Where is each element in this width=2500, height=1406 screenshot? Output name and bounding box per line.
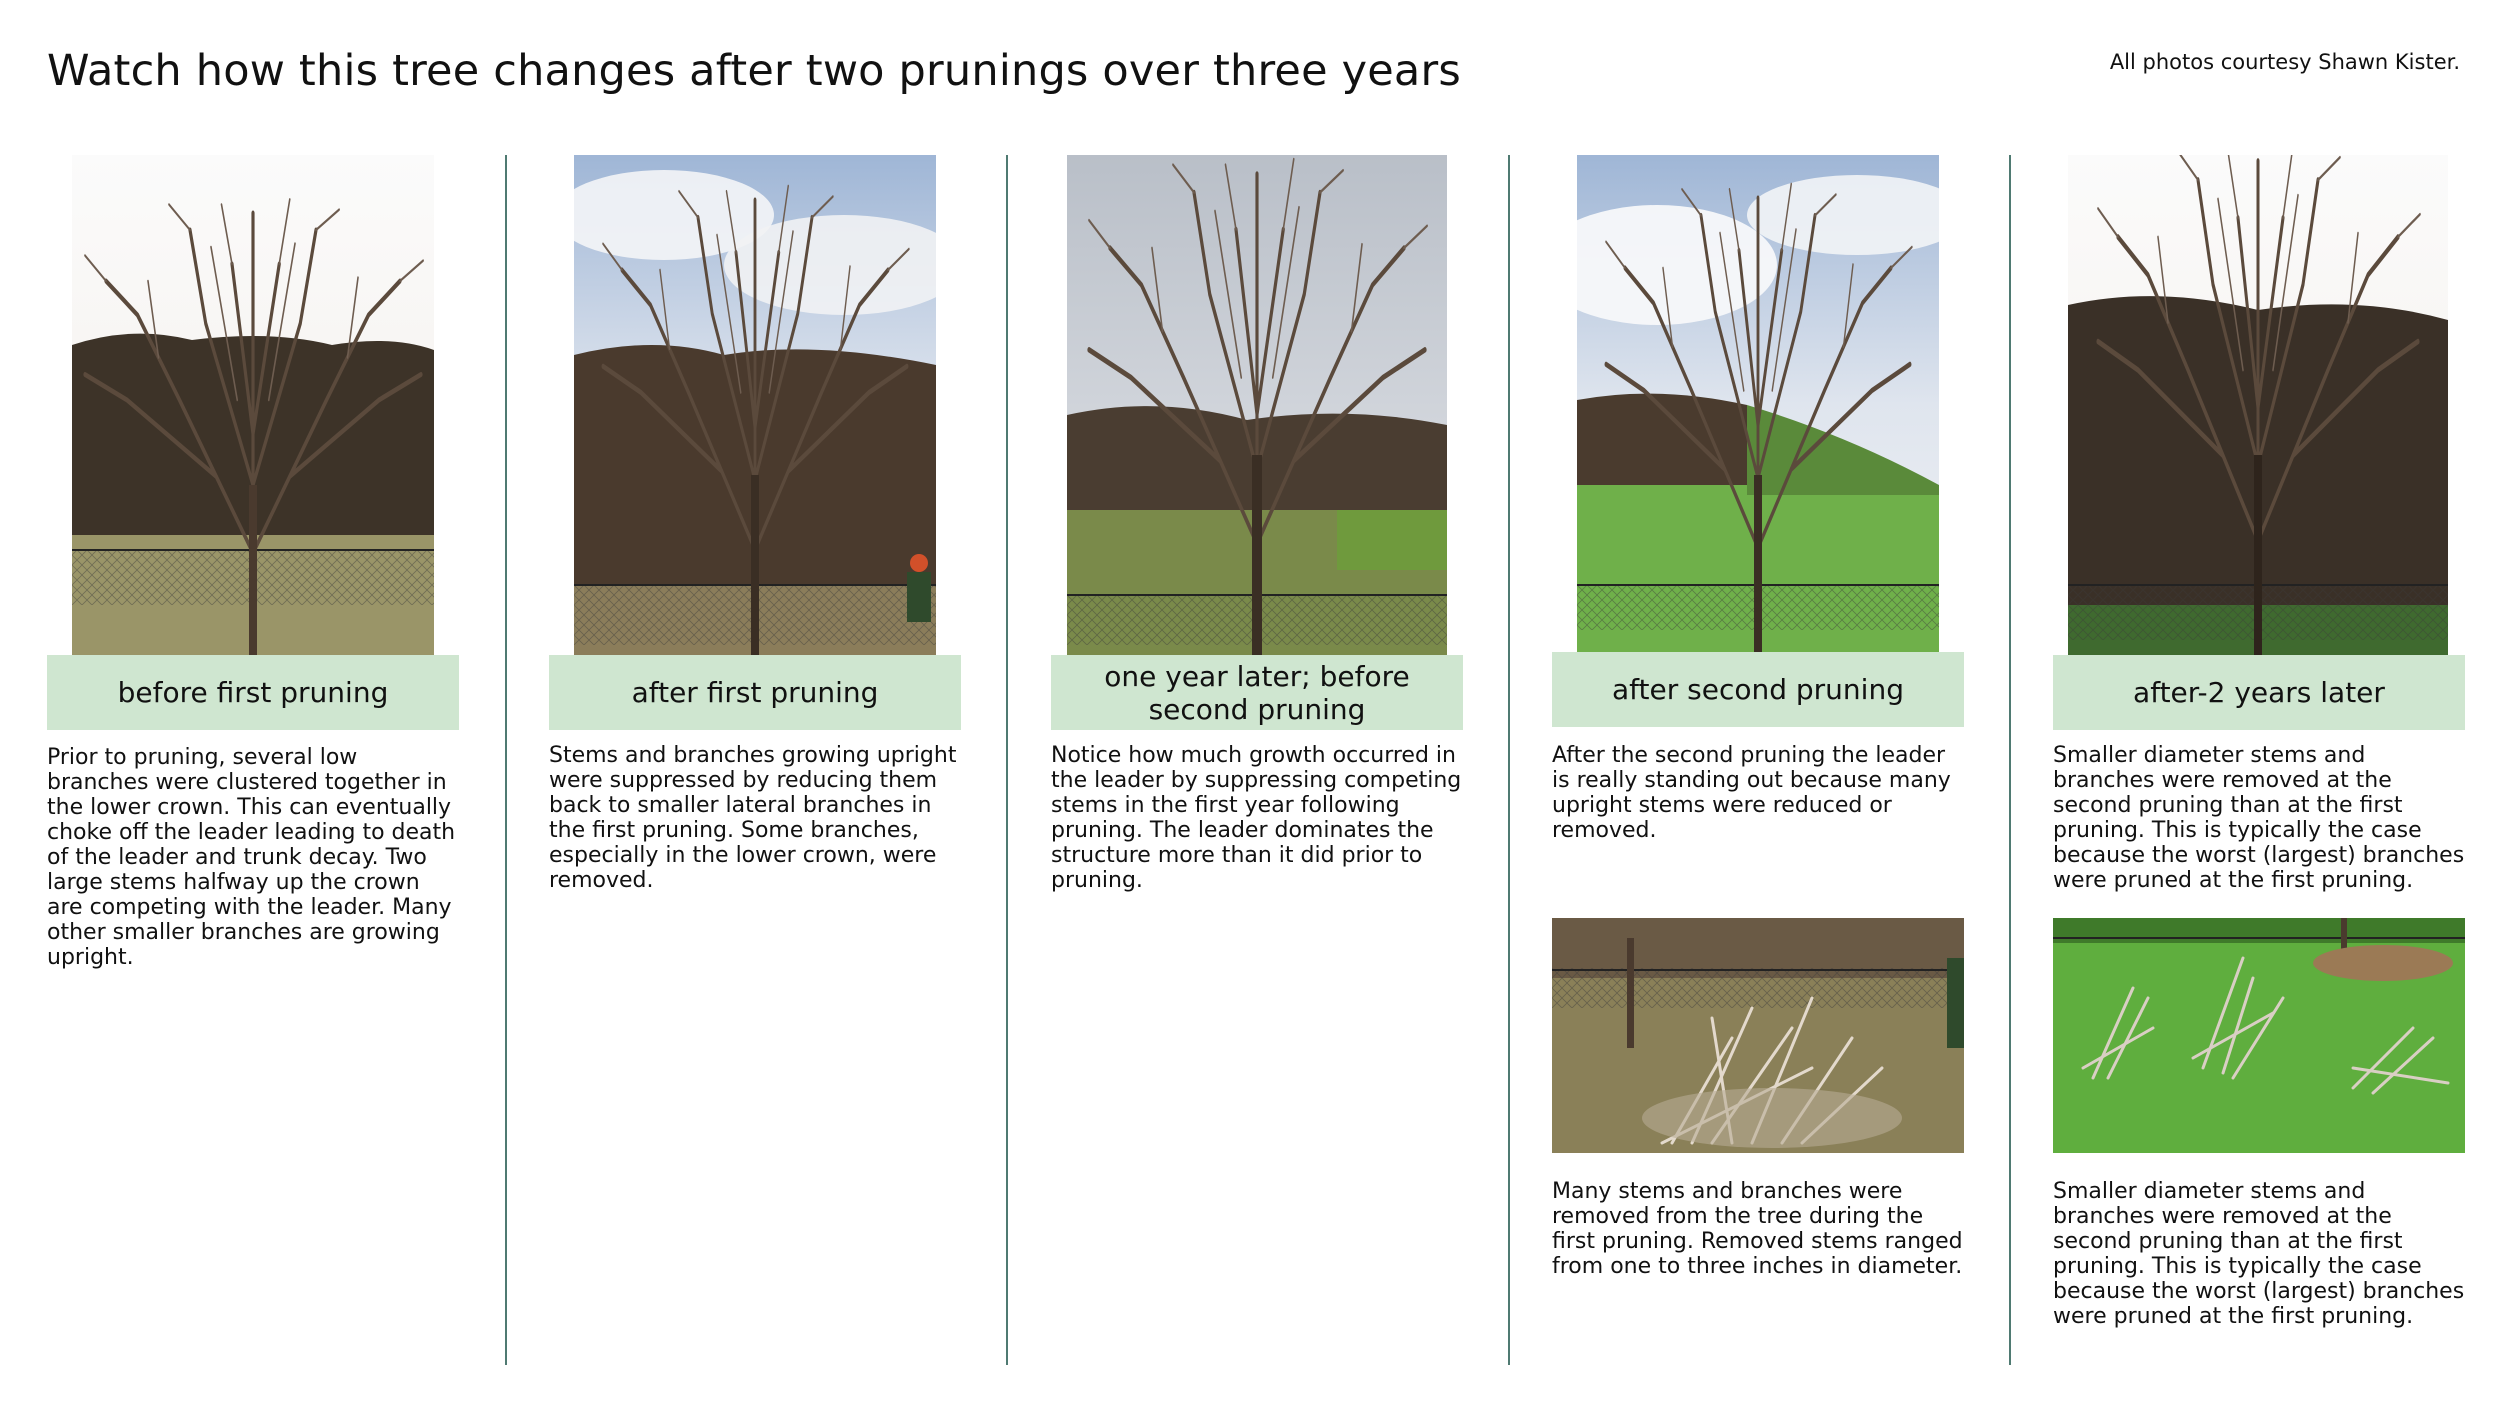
tree-photo-one-year-later [1067, 155, 1447, 655]
photo-credit: All photos courtesy Shawn Kister. [2109, 50, 2460, 74]
panel-label: one year later; before second pruning [1051, 655, 1463, 730]
panel-description: Prior to pruning, several low branches were clustered together in the lower crown. This can eventually choke off the leader leading to death of the leader and trunk decay. Two large stems halfway up the crown are competing with the leader. Many other smaller branches are growing upright. [47, 745, 456, 970]
tree-photo-after-2-years-later [2068, 155, 2448, 655]
panel-label: after second pruning [1552, 652, 1964, 727]
tree-photo-before-first-pruning [72, 155, 434, 655]
panel-label: after-2 years later [2053, 655, 2465, 730]
column-divider [1508, 155, 1510, 1365]
column-divider [2009, 155, 2011, 1365]
panel-label: before first pruning [47, 655, 459, 730]
panel-description: Notice how much growth occurred in the leader by suppressing competing stems in the first year following pruning. The leader dominates the structure more than it did prior to pruning. [1051, 743, 1462, 893]
panel-description: After the second pruning the leader is really standing out because many upright stems were reduced or removed. [1552, 743, 1951, 843]
pruned-branches-photo [2053, 918, 2465, 1153]
column-divider [1006, 155, 1008, 1365]
panel-secondary-description: Many stems and branches were removed from the tree during the first pruning. Removed stems ranged from one to three inches in diameter. [1552, 1179, 1963, 1279]
panel-description: Smaller diameter stems and branches were removed at the second pruning than at the first pruning. This is typically the case because the worst (largest) branches were pruned at the first pruning. [2053, 743, 2465, 893]
column-divider [505, 155, 507, 1365]
panel-label: after first pruning [549, 655, 961, 730]
panel-secondary-description: Smaller diameter stems and branches were removed at the second pruning than at the first pruning. This is typically the case because the worst (largest) branches were pruned at the first pruning. [2053, 1179, 2465, 1329]
page-title: Watch how this tree changes after two prunings over three years [47, 46, 1461, 96]
panel-description: Stems and branches growing upright were suppressed by reducing them back to smaller lateral branches in the first pruning. Some branches, especially in the lower crown, were removed. [549, 743, 957, 893]
tree-photo-after-first-pruning [574, 155, 936, 655]
tree-photo-after-second-pruning [1577, 155, 1939, 653]
brush-pile-photo [1552, 918, 1964, 1153]
